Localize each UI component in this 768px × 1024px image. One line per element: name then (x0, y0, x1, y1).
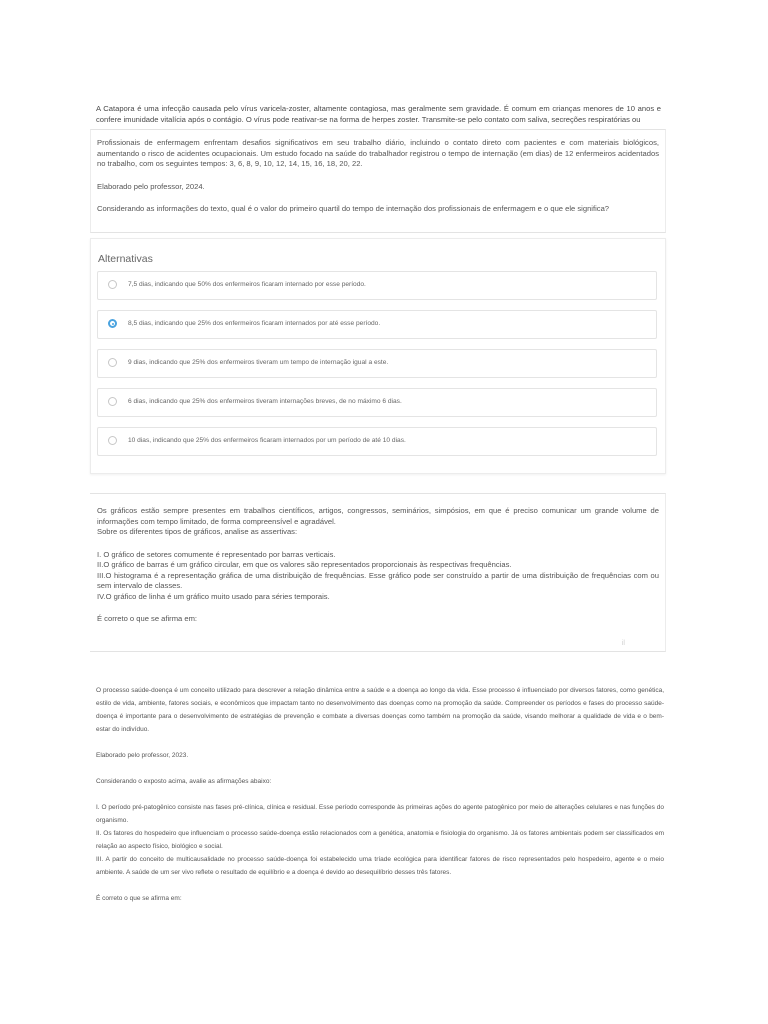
graphics-question-card (90, 493, 666, 652)
question-statement-card (90, 129, 666, 233)
health-source: Elaborado pelo professor, 2023. (96, 752, 189, 759)
question-context-chickenpox (96, 104, 661, 128)
question-prompt: Considerando as informações do texto, qual é o valor do primeiro quartil do tempo de internação dos profissionais de enfermagem e o que ele significa? (97, 204, 610, 213)
assertion-item: IV.O gráfico de linha é um gráfico muito usado para séries temporais. (97, 591, 330, 601)
health-paragraph: O processo saúde-doença é um conceito utilizado para descrever a relação dinâmica entre a saúde e a doença ao longo da vida. Esse processo é influenciado por diversos fatores, como genética, estilo de vida, ambiente, fatores sociais, e econômicos que impactam tanto no desenvolvimento das doenças como na promoção da saúde. Compreender os períodos e fases do processo saúde-doença é importante para o desenvolvimento de estratégias de prevenção e combate a diversas doenças como também na promoção da saúde, visando melhorar a qualidade de vida e o bem-estar do indivíduo. (96, 687, 664, 733)
radio-checked-icon[interactable] (108, 319, 117, 328)
statement-item: I. O período pré-patogênico consiste nas fases pré-clínica, clínica e residual. Esse período corresponde às primeiras ações do agente patogênico por meio de alterações celulares e nas funções do organismo. (96, 804, 664, 824)
question-source: Elaborado pelo professor, 2024. (97, 181, 205, 191)
alternative-option-a[interactable] (97, 271, 657, 300)
radio-unchecked-icon[interactable] (108, 397, 117, 406)
radio-unchecked-icon[interactable] (108, 436, 117, 445)
health-lead: Considerando o exposto acima, avalie as afirmações abaixo: (96, 778, 272, 785)
corner-mark: il (621, 640, 625, 647)
alternative-option-d[interactable] (97, 388, 657, 417)
statement-item: III. A partir do conceito de multicausalidade no processo saúde-doença foi estabelecido uma tríade ecológica para identificar fatores de risco representados pelo hospedeiro, agente e o meio ambiente. A saúde de um ser vivo reflete o resultado de equilíbrio e a doença é devido ao desequilíbrio desses três fatores. (96, 856, 664, 876)
alternative-option-c[interactable] (97, 349, 657, 378)
alternative-label: 10 dias, indicando que 25% dos enfermeiros ficaram internados por um período de até 10 dias. (128, 437, 406, 444)
assertion-item: III.O histograma é a representação gráfica de uma distribuição de frequências. Esse gráfico pode ser construído a partir de uma distribuição de frequências com ou sem intervalo de classes. (97, 570, 659, 590)
assertion-item: II.O gráfico de barras é um gráfico circular, em que os valores são representados proporcionais às respectivas frequências. (97, 560, 512, 569)
alternatives-title: Alternativas (98, 253, 153, 265)
statement-item: II. Os fatores do hospedeiro que influenciam o processo saúde-doença estão relacionados com a genética, anatomia e fisiologia do organismo. Já os fatores ambientais podem ser classificados em relação ao aspecto físico, biológico e social. (96, 830, 664, 850)
health-question-prompt: É correto o que se afirma em: (96, 895, 182, 902)
graphics-lead: Sobre os diferentes tipos de gráficos, analise as assertivas: (97, 527, 298, 536)
health-process-question (96, 684, 664, 924)
alternatives-card (90, 238, 666, 474)
chickenpox-text: A Catapora é uma infecção causada pelo vírus varicela-zoster, altamente contagiosa, mas geralmente sem gravidade. É comum em crianças menores de 10 anos e confere imunidade vitalícia após o contágio. O vírus pode reativar-se na forma de herpes zoster. Transmite-se pelo contato com saliva, secreções respiratórias ou (96, 104, 661, 124)
alternative-label: 8,5 dias, indicando que 25% dos enfermeiros ficaram internados por até esse período. (128, 320, 381, 327)
graphics-question-prompt: É correto o que se afirma em: (97, 614, 198, 623)
alternative-option-b[interactable] (97, 310, 657, 339)
alternative-label: 6 dias, indicando que 25% dos enfermeiros tiveram internações breves, de no máximo 6 dias. (128, 398, 402, 405)
alternative-option-e[interactable] (97, 427, 657, 456)
radio-unchecked-icon[interactable] (108, 280, 117, 289)
alternative-label: 7,5 dias, indicando que 50% dos enfermeiros ficaram internado por esse período. (128, 281, 366, 288)
assertion-item: I. O gráfico de setores comumente é representado por barras verticais. (97, 549, 336, 559)
alternative-label: 9 dias, indicando que 25% dos enfermeiros tiveram um tempo de internação igual a este. (128, 359, 389, 366)
radio-unchecked-icon[interactable] (108, 358, 117, 367)
graphics-intro: Os gráficos estão sempre presentes em trabalhos científicos, artigos, congressos, seminários, simpósios, em que é preciso comunicar um grande volume de informações com tempo limitado, de forma compreensível e agradável. (97, 506, 659, 526)
question-paragraph: Profissionais de enfermagem enfrentam desafios significativos em seu trabalho diário, incluindo o contato direto com pacientes e com materiais biológicos, aumentando o risco de acidentes ocupacionais. Um estudo focado na saúde do trabalhador registrou o tempo de internação (em dias) de 12 enfermeiros acidentados no trabalho, com os seguintes tempos: 3, 6, 8, 9, 10, 12, 14, 15, 16, 18, 20, 22. (97, 138, 659, 168)
